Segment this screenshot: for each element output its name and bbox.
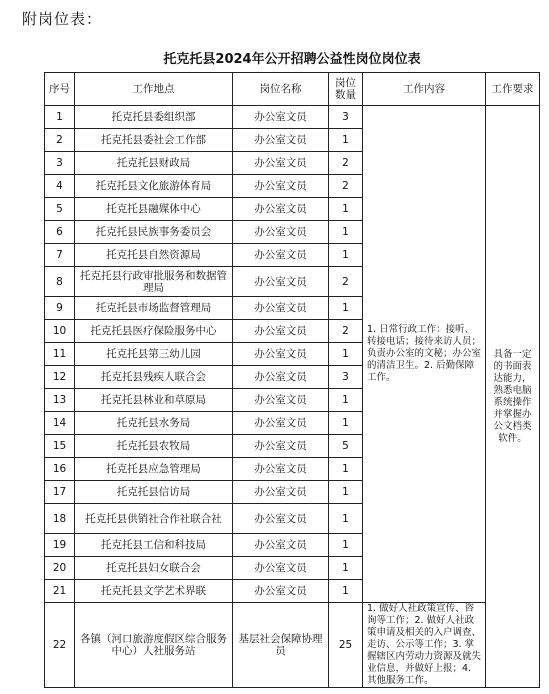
cell-no: 3 [45,152,75,175]
table-title: 托克托县2024年公开招聘公益性岗位岗位表 [45,48,540,73]
cell-no: 8 [45,267,75,297]
cell-location: 托克托县应急管理局 [75,458,233,481]
cell-count: 1 [329,389,363,412]
cell-post: 办公室文员 [233,106,329,129]
cell-post: 办公室文员 [233,481,329,504]
cell-no: 5 [45,198,75,221]
cell-post: 办公室文员 [233,366,329,389]
cell-post: 办公室文员 [233,175,329,198]
cell-location: 托克托县信访局 [75,481,233,504]
cell-post: 办公室文员 [233,320,329,343]
cell-location: 托克托县财政局 [75,152,233,175]
cell-no: 17 [45,481,75,504]
cell-count: 5 [329,435,363,458]
cell-no: 6 [45,221,75,244]
cell-count: 2 [329,320,363,343]
cell-count: 2 [329,267,363,297]
cell-count: 1 [329,458,363,481]
cell-count: 1 [329,557,363,580]
cell-location: 托克托县林业和草原局 [75,389,233,412]
cell-location: 托克托县融媒体中心 [75,198,233,221]
cell-no: 20 [45,557,75,580]
cell-post: 基层社会保障协理员 [233,603,329,688]
page-heading: 附岗位表： [22,10,103,28]
cell-no: 21 [45,580,75,603]
cell-count: 25 [329,603,363,688]
cell-count: 1 [329,198,363,221]
table-row [45,106,540,129]
cell-post: 办公室文员 [233,534,329,557]
header-requirement: 工作要求 [486,73,540,106]
cell-count: 1 [329,534,363,557]
cell-count: 1 [329,297,363,320]
cell-location: 托克托县民族事务委员会 [75,221,233,244]
cell-post: 办公室文员 [233,152,329,175]
cell-location: 托克托县工信和科技局 [75,534,233,557]
cell-location: 托克托县委社会工作部 [75,129,233,152]
cell-location: 托克托县妇女联合会 [75,557,233,580]
cell-location: 各镇（河口旅游度假区综合服务中心）人社服务站 [75,603,233,688]
cell-post: 办公室文员 [233,129,329,152]
cell-location: 托克托县医疗保险服务中心 [75,320,233,343]
cell-count: 1 [329,481,363,504]
header-no: 序号 [45,73,75,106]
cell-count: 2 [329,175,363,198]
cell-count: 1 [329,129,363,152]
cell-no: 16 [45,458,75,481]
cell-no: 22 [45,603,75,688]
cell-count: 1 [329,221,363,244]
header-location: 工作地点 [75,73,233,106]
cell-post: 办公室文员 [233,458,329,481]
cell-location: 托克托县残疾人联合会 [75,366,233,389]
cell-post: 办公室文员 [233,557,329,580]
cell-post: 办公室文员 [233,389,329,412]
cell-count: 1 [329,412,363,435]
cell-location: 托克托县文化旅游体育局 [75,175,233,198]
cell-count: 1 [329,244,363,267]
cell-location: 托克托县农牧局 [75,435,233,458]
cell-location: 托克托县文学艺术界联 [75,580,233,603]
posts-table [44,48,540,688]
cell-post: 办公室文员 [233,244,329,267]
cell-post: 办公室文员 [233,412,329,435]
cell-no: 14 [45,412,75,435]
header-content: 工作内容 [363,73,486,106]
cell-no: 13 [45,389,75,412]
cell-count: 3 [329,106,363,129]
cell-no: 18 [45,504,75,534]
cell-location: 托克托县水务局 [75,412,233,435]
cell-count: 1 [329,504,363,534]
cell-content: 1. 做好人社政策宣传、咨询等工作；2. 做好人社政策申请及相关的入户调查、走访、公示等工作；3. 掌握辖区内劳动力资源及就失业信息，并做好上报；4. 其他服务工作。 [363,603,486,688]
table-row [45,603,540,688]
cell-no: 12 [45,366,75,389]
cell-post: 办公室文员 [233,221,329,244]
cell-count: 1 [329,580,363,603]
cell-no: 15 [45,435,75,458]
cell-post: 办公室文员 [233,580,329,603]
cell-no: 7 [45,244,75,267]
cell-post: 办公室文员 [233,435,329,458]
cell-content-shared: 1. 日常行政工作：接听、转接电话；接待来访人员；负责办公室的文秘；办公室的清洁卫生。2. 后勤保障工作。 [363,106,486,603]
cell-no: 10 [45,320,75,343]
cell-no: 1 [45,106,75,129]
header-post: 岗位名称 [233,73,329,106]
cell-post: 办公室文员 [233,343,329,366]
cell-no: 11 [45,343,75,366]
cell-location: 托克托县第三幼儿园 [75,343,233,366]
cell-location: 托克托县行政审批服务和数据管理局 [75,267,233,297]
cell-no: 4 [45,175,75,198]
cell-count: 3 [329,366,363,389]
cell-no: 2 [45,129,75,152]
cell-post: 办公室文员 [233,198,329,221]
cell-location: 托克托县市场监督管理局 [75,297,233,320]
cell-no: 9 [45,297,75,320]
cell-post: 办公室文员 [233,297,329,320]
cell-no: 19 [45,534,75,557]
header-count: 岗位数量 [329,73,363,106]
cell-location: 托克托县委组织部 [75,106,233,129]
cell-count: 2 [329,152,363,175]
cell-post: 办公室文员 [233,504,329,534]
cell-location: 托克托县供销社合作社联合社 [75,504,233,534]
cell-count: 1 [329,343,363,366]
cell-location: 托克托县自然资源局 [75,244,233,267]
cell-requirement-shared: 具备一定的书面表达能力，熟悉电脑系统操作并掌握办公文档类软件。 [486,106,540,688]
cell-post: 办公室文员 [233,267,329,297]
